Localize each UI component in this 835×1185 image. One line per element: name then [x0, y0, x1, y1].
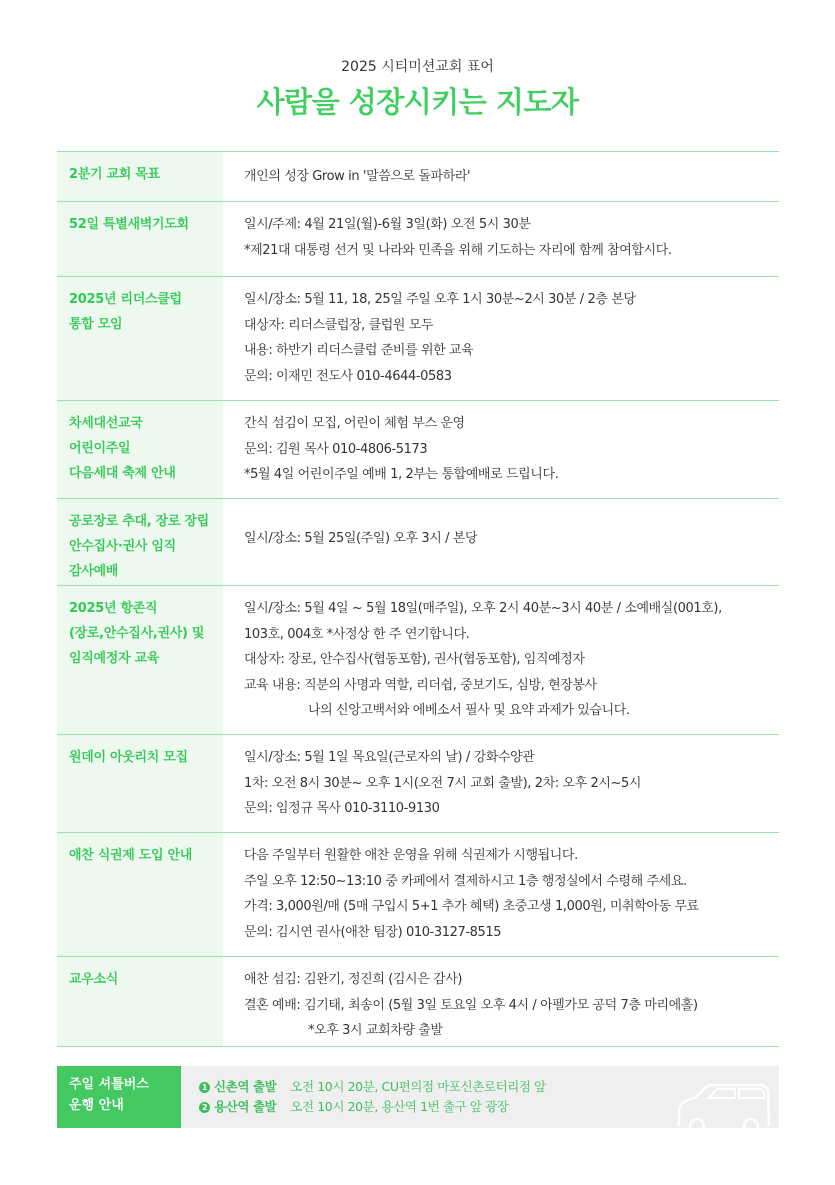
- row-label-line: 애찬 식권제 도입 안내: [69, 848, 192, 863]
- content-line: 나의 신앙고백서와 에베소서 필사 및 요약 과제가 있습니다.: [308, 703, 630, 719]
- content-line: 문의: 이재민 전도사 010-4644-0583: [244, 368, 452, 384]
- row-label-line: (장로,안수집사,권사) 및: [69, 626, 205, 641]
- row-content: [223, 957, 779, 1046]
- row-content: [223, 735, 779, 832]
- row-label-line: 안수집사·권사 임직: [69, 539, 176, 554]
- content-line: 일시/주제: 4월 21일(월)-6월 3일(화) 오전 5시 30분: [244, 217, 531, 232]
- stop-detail: 오전 10시 20분, 용산역 1번 출구 앞 광장: [290, 1099, 509, 1114]
- content-line: 문의: 임정규 목사 010-3110-9130: [244, 801, 440, 817]
- stop-detail: 오전 10시 20분, CU편의점 마포신촌로터리점 앞: [290, 1079, 546, 1094]
- content-line: *오후 3시 교회차량 출발: [308, 1023, 443, 1039]
- row-label-line: 감사예배: [69, 564, 119, 579]
- announcement-row-outreach: [57, 734, 779, 832]
- content-line: 일시/장소: 5월 4일 ~ 5월 18일(매주일), 오후 2시 40분~3시 40분 / 소예배실(001호),: [244, 601, 722, 616]
- stop-name: 신촌역 출발: [214, 1079, 277, 1094]
- row-label-line: 52일 특별새벽기도회: [69, 217, 189, 232]
- content-line: 개인의 성장 Grow in '말씀으로 돌파하라': [244, 169, 471, 184]
- row-label-line: 2025년 리더스클럽: [69, 292, 182, 307]
- row-label: [57, 152, 223, 201]
- row-label-line: 공로장로 추대, 장로 장립: [69, 514, 209, 529]
- shuttle-label-line: 주일 셔틀버스: [69, 1077, 149, 1092]
- content-line: 일시/장소: 5월 25일(주일) 오후 3시 / 본당: [244, 531, 478, 546]
- content-line: 1차: 오전 8시 30분~ 오후 1시(오전 7시 교회 출발), 2차: 오후 2시~5시: [244, 775, 642, 791]
- announcement-row-quarter-goal: [57, 151, 779, 201]
- content-line: 교육 내용: 직분의 사명과 역할, 리더쉽, 중보기도, 심방, 현장봉사: [244, 677, 597, 693]
- row-label: [57, 401, 223, 498]
- content-line: 결혼 예배: 김기태, 최송이 (5월 3일 토요일 오후 4시 / 아펠가모 공덕 7층 마리에홀): [244, 997, 698, 1013]
- content-line: 103호, 004호 *사정상 한 주 연기합니다.: [244, 626, 470, 642]
- announcement-row-meal-ticket: [57, 832, 779, 956]
- content-line: 일시/장소: 5월 1일 목요일(근로자의 날) / 강화수양관: [244, 750, 535, 765]
- shuttle-bus-panel: [57, 1066, 779, 1128]
- row-label-line: 통합 모임: [69, 317, 123, 332]
- row-label: [57, 735, 223, 832]
- announcement-row-ordination: [57, 498, 779, 585]
- announcement-row-dawn-prayer: [57, 201, 779, 276]
- row-label-line: 어린이주일: [69, 441, 131, 456]
- row-label-line: 다음세대 축제 안내: [69, 466, 176, 481]
- row-label-line: 2025년 항존직: [69, 601, 158, 616]
- number-one-icon: 1: [199, 1082, 210, 1093]
- row-label-line: 2분기 교회 목표: [69, 167, 160, 182]
- shuttle-label-line: 운행 안내: [69, 1098, 124, 1113]
- church-motto-kicker: 2025 시티미션교회 표어: [341, 59, 494, 75]
- content-line: *5월 4일 어린이주일 예배 1, 2부는 통합예배로 드립니다.: [244, 467, 559, 483]
- row-label: [57, 586, 223, 734]
- row-content: [223, 152, 779, 201]
- stop-name: 용산역 출발: [214, 1099, 277, 1114]
- row-content: [223, 499, 779, 585]
- content-line: 대상자: 리더스클럽장, 클럽원 모두: [244, 317, 434, 333]
- row-content: [223, 586, 779, 734]
- content-line: 주일 오후 12:50~13:10 중 카페에서 결제하시고 1층 행정실에서 수령해 주세요.: [244, 873, 687, 889]
- content-line: 다음 주일부터 원활한 애찬 운영을 위해 식권제가 시행됩니다.: [244, 848, 578, 863]
- content-line: 일시/장소: 5월 11, 18, 25일 주일 오후 1시 30분~2시 30분 / 2층 본당: [244, 292, 636, 307]
- page-title: 사람을 성장시키는 지도자: [256, 85, 579, 119]
- announcement-row-member-news: [57, 956, 779, 1047]
- content-line: 문의: 김원 목사 010-4806-5173: [244, 441, 428, 457]
- row-content: [223, 833, 779, 956]
- row-content: [223, 202, 779, 276]
- content-line: 가격: 3,000원/매 (5매 구입시 5+1 추가 혜택) 초중고생 1,000원, 미취학아동 무료: [244, 899, 699, 915]
- row-label: [57, 202, 223, 276]
- announcement-row-leaders-club: [57, 276, 779, 400]
- row-label: [57, 957, 223, 1046]
- content-line: *제21대 대통령 선거 및 나라와 민족을 위해 기도하는 자리에 함께 참여합시다.: [244, 242, 672, 258]
- announcement-table: [57, 151, 779, 1047]
- shuttle-label: [57, 1066, 181, 1128]
- announcement-row-next-gen: [57, 400, 779, 498]
- row-label-line: 원데이 아웃리치 모집: [69, 750, 188, 765]
- row-label: [57, 833, 223, 956]
- row-label: [57, 277, 223, 400]
- row-label-line: 차세대선교국: [69, 416, 143, 431]
- content-line: 문의: 김시연 권사(애찬 팀장) 010-3127-8515: [244, 924, 502, 940]
- row-label: [57, 499, 223, 585]
- row-content: [223, 401, 779, 498]
- content-line: 대상자: 장로, 안수집사(협동포함), 권사(협동포함), 임직예정자: [244, 652, 585, 668]
- shuttle-bus-icon: [675, 1082, 771, 1128]
- content-line: 애찬 섬김: 김완기, 정진희 (김시은 감사): [244, 972, 463, 987]
- announcement-row-officer-training: [57, 585, 779, 734]
- row-label-line: 임직예정자 교육: [69, 651, 160, 666]
- row-label-line: 교우소식: [69, 972, 119, 987]
- row-content: [223, 277, 779, 400]
- content-line: 간식 섬김이 모집, 어린이 체험 부스 운영: [244, 416, 465, 431]
- shuttle-stops: [181, 1066, 779, 1128]
- content-line: 내용: 하반기 리더스클럽 준비를 위한 교육: [244, 343, 474, 359]
- number-two-icon: 2: [199, 1102, 210, 1113]
